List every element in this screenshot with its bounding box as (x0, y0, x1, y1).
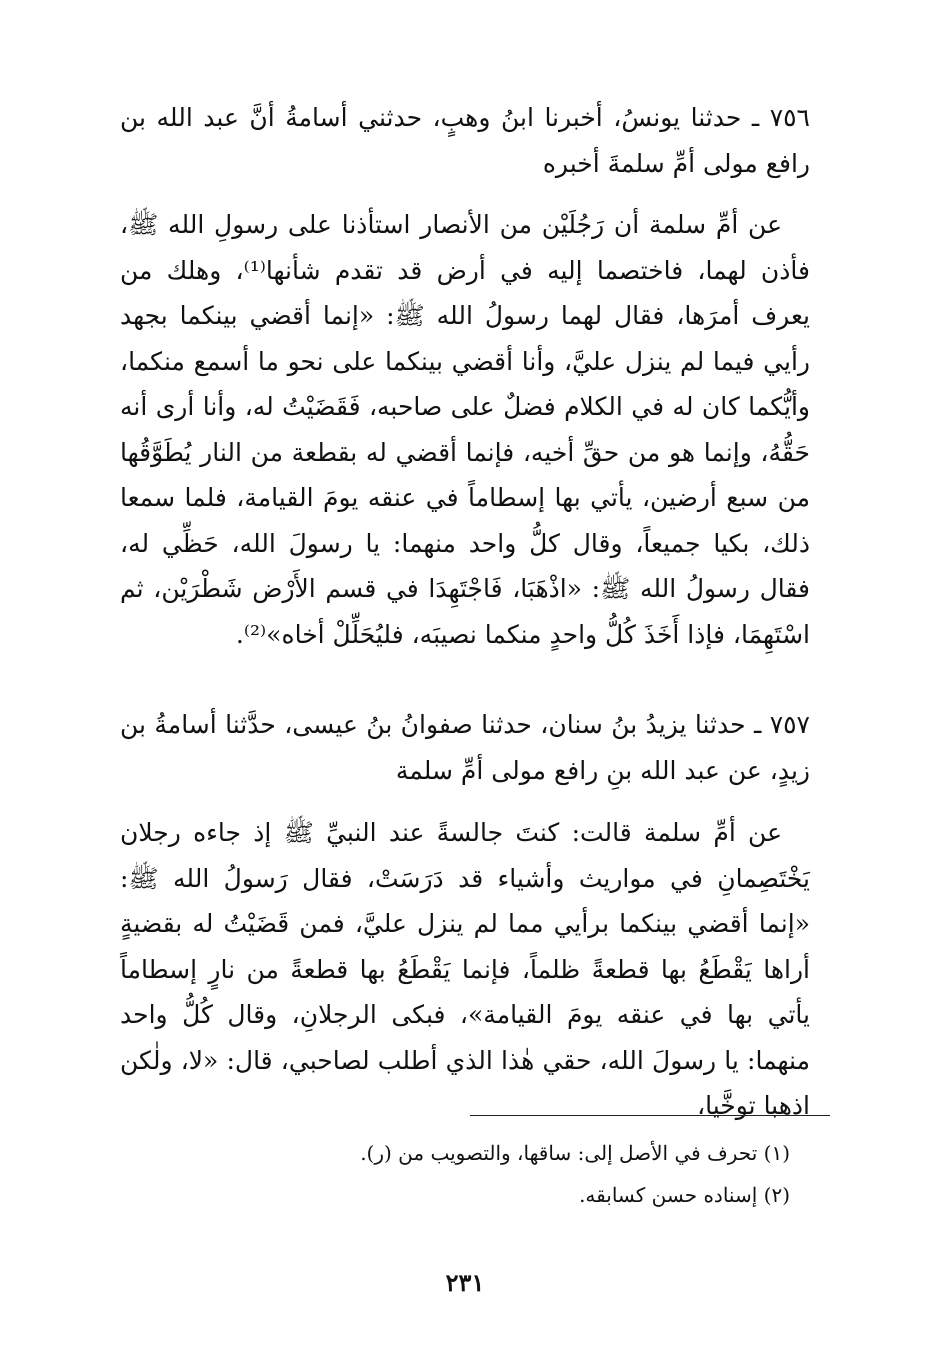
footnote-1: (١) تحرف في الأصل إلى: ساقها، والتصويب من (ر). (360, 1141, 790, 1165)
hadith-756-isnad (120, 95, 810, 186)
isnad-paragraph: ٧٥٦ ـ حدثنا يونسُ، أخبرنا ابنُ وهبٍ، حدثني أسامةُ أنَّ عبد الله بن رافع مولى أمِّ سلمةَ أخبره (120, 103, 810, 178)
matn-paragraph: عن أمِّ سلمة قالت: كنتَ جالسةً عند النبيِّ ﷺ إذ جاءه رجلان يَخْتَصِمانِ في مواريث وأشياء قد دَرَسَتْ، فقال رَسولُ الله ﷺ: «إنما أقضي بينكما برأيي مما لم ينزل عليَّ، فمن قَضَيْتُ له بقضيةٍ أراها يَقْطَعُ بها قطعةً ظلماً، فإنما يَقْطَعُ بها قطعةً من نارٍ إسطاماً يأتي بها في عنقه يومَ القيامة»، فبكى الرجلانِ، وقال كُلُّ واحد منهما: يا رسولَ الله، حقي هٰذا الذي أطلب لصاحبي، قال: «لا، ولٰكن اذهبا توخَّيا، (120, 818, 810, 1120)
hadith-756-matn (120, 202, 810, 657)
isnad-paragraph: ٧٥٧ ـ حدثنا يزيدُ بنُ سنان، حدثنا صفوانُ بنُ عيسى، حدَّثنا أسامةُ بن زيدٍ، عن عبد الله بنِ رافع مولى أمِّ سلمة (120, 710, 810, 785)
footnotes (120, 1132, 790, 1216)
footnote-2: (٢) إسناده حسن كسابقه. (579, 1183, 790, 1207)
hadith-757-isnad (120, 702, 810, 793)
page-number: ٢٣١ (445, 1268, 485, 1297)
matn-paragraph: عن أمِّ سلمة أن رَجُلَيْن من الأنصار استأذنا على رسولِ الله ﷺ، فأذن لهما، فاختصما إليه في أرض قد تقدم شأنها⁽¹⁾، وهلك من يعرف أمرَها، فقال لهما رسولُ الله ﷺ: «إنما أقضي بينكما بجهد رأيي فيما لم ينزل عليَّ، وأنا أقضي بينكما على نحو ما أسمع منكما، وأيُّكما كان له في الكلام فضلٌ على صاحبه، فَقَضَيْتُ له، وأنا أرى أنه حَقُّهُ، وإنما هو من حقِّ أخيه، فإنما أقضي له بقطعة من النار يُطَوَّقُها من سبع أرضين، يأتي بها إسطاماً في عنقه يومَ القيامة، فلما سمعا ذلك، بكيا جميعاً، وقال كلُّ واحد منهما: يا رسولَ الله، حَظِّي له، فقال رسولُ الله ﷺ: «اذْهَبَا، فَاجْتَهِدَا في قسم الأَرْض شَطْرَيْن، ثم اسْتَهِمَا، فإذا أَخَذَ كُلُّ واحدٍ منكما نصيبَه، فليُحَلِّلْ أخاه»⁽²⁾. (120, 210, 810, 649)
hadith-757-matn (120, 810, 810, 1129)
footnote-separator (470, 1115, 830, 1116)
